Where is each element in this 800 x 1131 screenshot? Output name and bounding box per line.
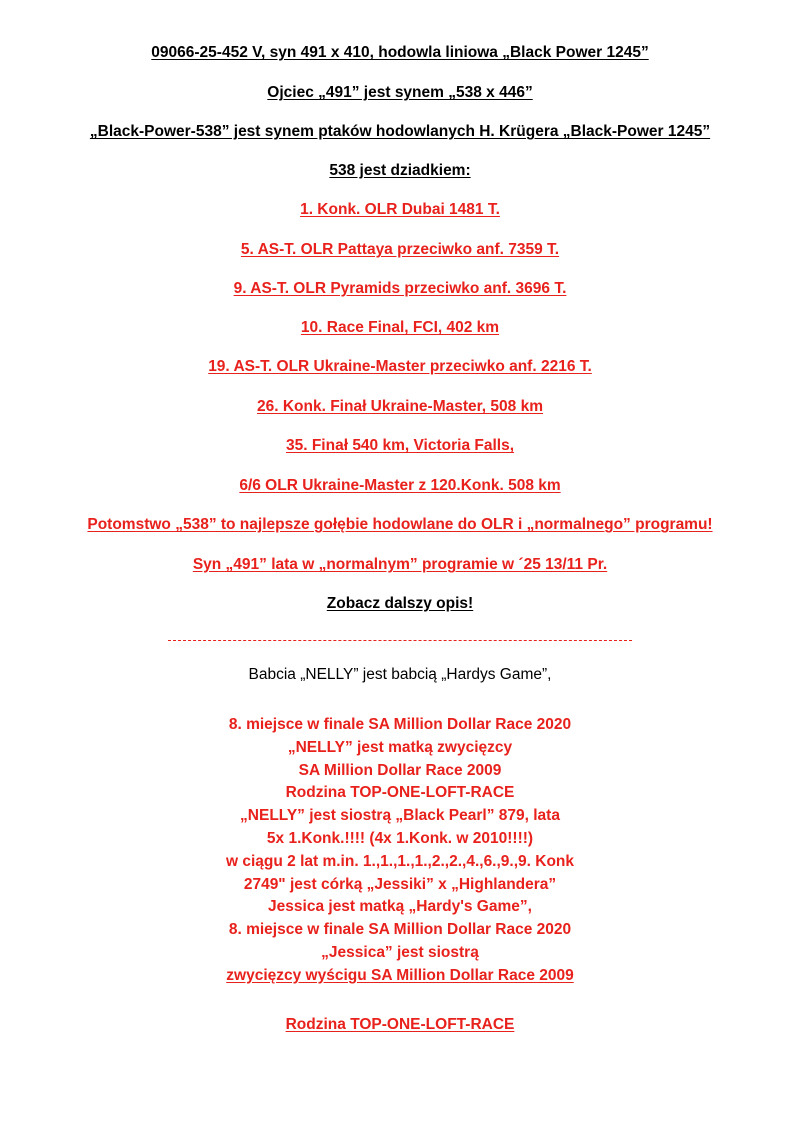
detail-line: 8. miejsce w finale SA Million Dollar Race 2020 (228, 716, 572, 733)
see-more-text: Zobacz dalszy opis! (326, 595, 474, 612)
detail-line: SA Million Dollar Race 2009 (298, 761, 502, 779)
result-item: 26. Konk. Finał Ukraine-Master, 508 km (256, 398, 543, 415)
detail-line: „NELLY” jest siostrą „Black Pearl” 879, lata (240, 807, 560, 825)
result-item: 1. Konk. OLR Dubai 1481 T. (300, 201, 500, 218)
detail-line: 5x 1.Konk.!!!! (4x 1.Konk. w 2010!!!!) (266, 829, 534, 847)
result-item: 9. AS-T. OLR Pyramids przeciwko anf. 3696 T. (233, 280, 567, 297)
result-item: 19. AS-T. OLR Ukraine-Master przeciwko anf. 2216 T. (208, 358, 592, 375)
grandfather-heading: 538 jest dziadkiem: (329, 162, 471, 179)
grandmother-details (0, 714, 800, 988)
detail-line: Rodzina TOP-ONE-LOFT-RACE (285, 784, 515, 802)
detail-line: 2749" jest córką „Jessiki” x „Highlandera” (243, 875, 557, 893)
family-footer-line: Rodzina TOP-ONE-LOFT-RACE (285, 1016, 515, 1033)
result-item: 10. Race Final, FCI, 402 km (300, 319, 500, 336)
detail-line: „NELLY” jest matką zwycięzcy (287, 738, 513, 756)
grandmother-intro: Babcia „NELLY” jest babcią „Hardys Game”, (248, 666, 552, 683)
dashed-divider (168, 640, 632, 641)
lineage-line: „Black-Power-538” jest synem ptaków hodowlanych H. Krügera „Black-Power 1245” (89, 123, 711, 140)
father-line: Ojciec „491” jest synem „538 x 446” (267, 84, 533, 101)
title-line: 09066-25-452 V, syn 491 x 410, hodowla liniowa „Black Power 1245” (151, 44, 649, 61)
offspring-note: Potomstwo „538” to najlepsze gołębie hodowlane do OLR i „normalnego” programu! (87, 516, 713, 533)
result-item: 6/6 OLR Ukraine-Master z 120.Konk. 508 km (239, 477, 561, 494)
detail-line-underlined: zwycięzcy wyścigu SA Million Dollar Race 2009 (226, 966, 574, 984)
son-note: Syn „491” lata w „normalnym” programie w ´25 13/11 Pr. (192, 556, 608, 573)
result-item: 5. AS-T. OLR Pattaya przeciwko anf. 7359 T. (240, 241, 560, 258)
detail-line: w ciągu 2 lat m.in. 1.,1.,1.,1.,2.,2.,4.,6.,9.,9. Konk (225, 852, 575, 870)
detail-line: „Jessica” jest siostrą (321, 943, 479, 961)
detail-line: 8. miejsce w finale SA Million Dollar Race 2020 (228, 921, 572, 939)
result-item: 35. Finał 540 km, Victoria Falls, (285, 437, 515, 454)
detail-line: Jessica jest matką „Hardy's Game”, (268, 898, 532, 916)
